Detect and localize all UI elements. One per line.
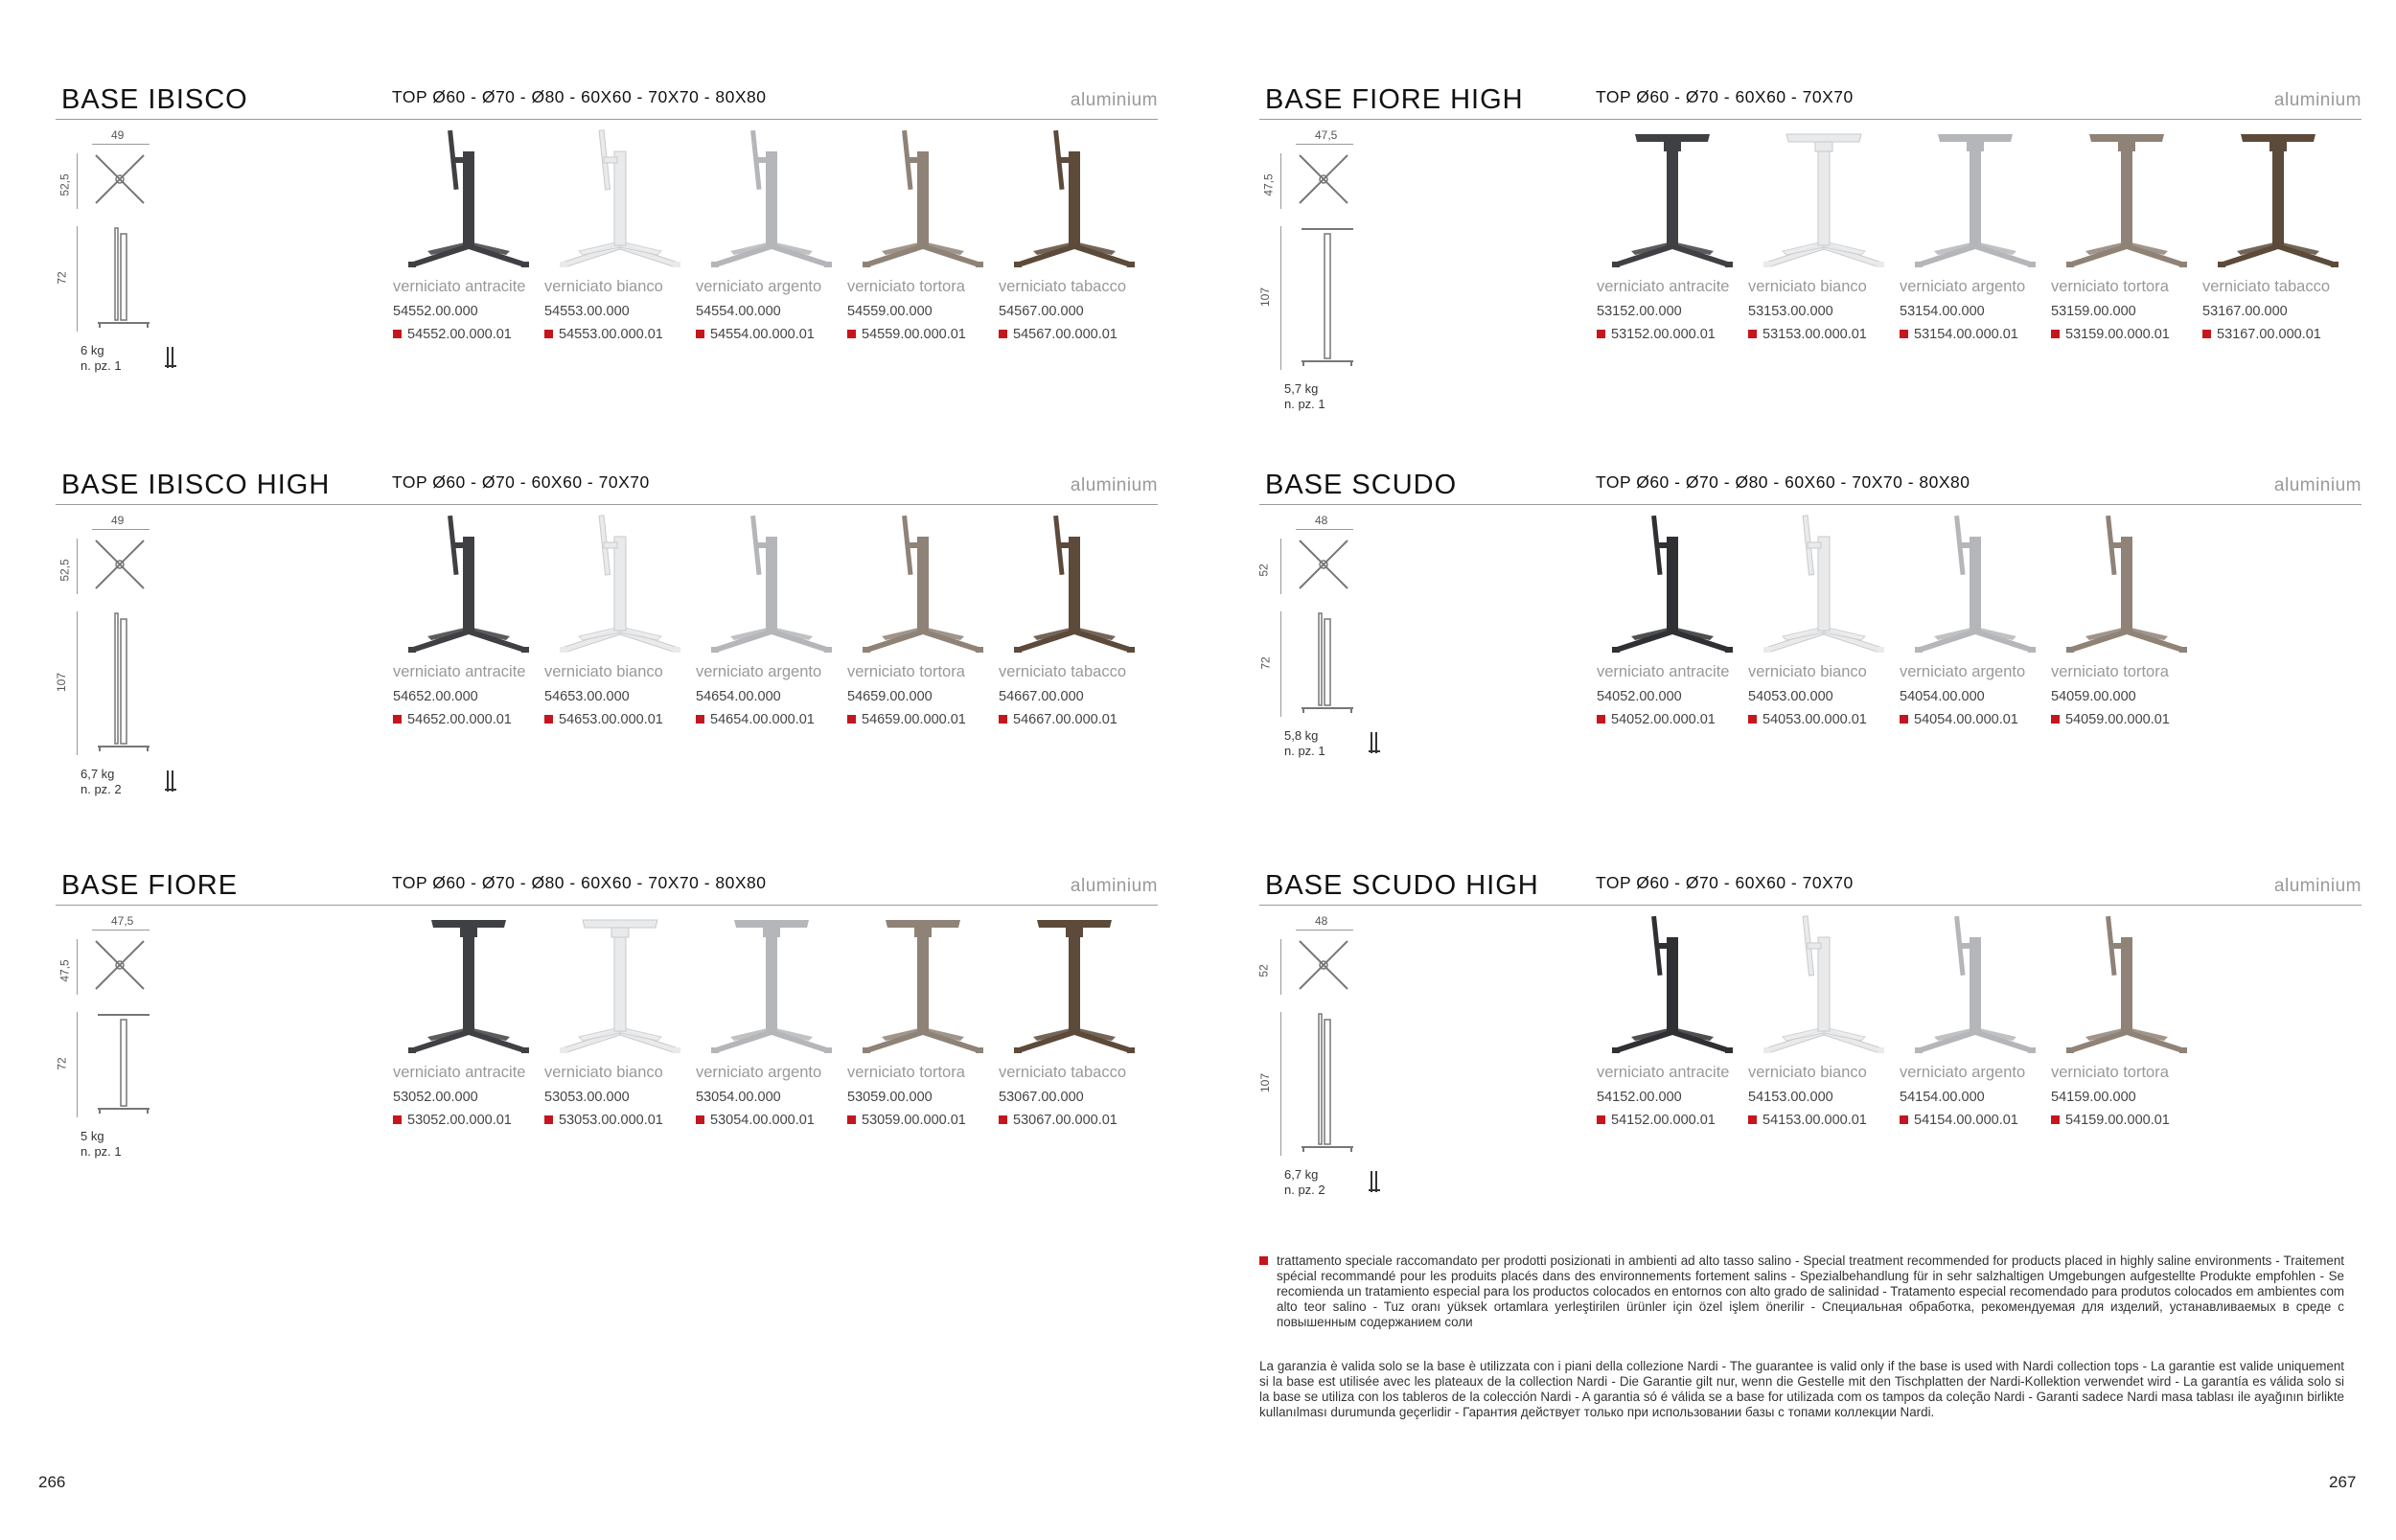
base-photo bbox=[1597, 514, 1748, 657]
variant-code-special-text: 54553.00.000.01 bbox=[559, 327, 663, 342]
special-treatment-text: trattamento speciale raccomandato per prodotti posizionati in ambienti ad alto tasso salino - Special treatment recommended for products placed in highly saline environments - Traitement spécial recommandé pour les produits placés dans des environnements fortement salins - Spezialbehandlung für in sehr salzhaltigen Umgebungen aufgestellte Produkte empfohlen - Se recomienda un tratamiento especial para los productos colocados en entornos con alto grado de salinidad - Tratamento especial recomendado para produtos colocados em ambientes com alto teor salino - Tuz oranı yüksek ortamlara yerleştirilen ürünler için özel işlem önerilir - Специальная обработка, рекомендуемая для изделий, устанавливаемых в среде с повышенным содержанием соли bbox=[1277, 1253, 2344, 1329]
pieces-label: n. pz. 1 bbox=[1284, 744, 1325, 758]
variant-code: 54667.00.000 bbox=[999, 689, 1084, 704]
variant-finish: verniciato argento bbox=[696, 278, 822, 295]
top-sizes: TOP Ø60 - Ø70 - 60X60 - 70X70 bbox=[1596, 87, 1854, 106]
base-photo bbox=[847, 914, 999, 1058]
variant-finish: verniciato bianco bbox=[1748, 278, 1867, 295]
variant-code-special bbox=[847, 711, 999, 728]
base-photo bbox=[393, 128, 544, 272]
flat-pack-icon bbox=[1367, 730, 1382, 755]
base-photo bbox=[544, 514, 696, 657]
dimension-height-line bbox=[77, 1012, 78, 1117]
section-divider bbox=[56, 504, 1158, 505]
special-treatment-note bbox=[1259, 1253, 2344, 1330]
guarantee-note: La garanzia è valida solo se la base è utilizzata con i piani della collezione Nardi - The guarantee is valid only if the base is used with Nardi collection tops - La garantie est valide uniquement si la base est utilisée avec les plateaux de la collection Nardi - Die Garantie gilt nur, wenn die Gestelle mit den Tischplatten der Nardi-Kollektion verwendet wird - La garantía es válida solo si la base se utiliza con los tableros de la colección Nardi - A garantia só é válida se a base for utilizada com os tampos da coleção Nardi - Garanti sadece Nardi masa tablası ile ayağının birlikte kullanılması durumunda geçerlidir - Гарантия действует только при использовании базы с топами коллекции Nardi. bbox=[1259, 1359, 2344, 1419]
variant-code-special-text: 54154.00.000.01 bbox=[1914, 1113, 2018, 1128]
material-label: aluminium bbox=[1070, 876, 1158, 896]
dimension-width: 49 bbox=[111, 514, 125, 527]
variant-finish: verniciato tortora bbox=[847, 1064, 965, 1081]
base-photo bbox=[2202, 128, 2354, 272]
variant-code: 53052.00.000 bbox=[393, 1090, 478, 1105]
dimension-width: 49 bbox=[111, 128, 125, 142]
variant-code-special bbox=[1597, 711, 1748, 728]
variant-code-special-text: 53152.00.000.01 bbox=[1611, 327, 1716, 342]
dimension-width-line bbox=[1296, 529, 1353, 530]
variant-finish: verniciato tabacco bbox=[999, 663, 1126, 680]
product-variant bbox=[696, 514, 847, 728]
top-sizes: TOP Ø60 - Ø70 - 60X60 - 70X70 bbox=[392, 472, 650, 492]
product-variant bbox=[544, 914, 696, 1129]
variant-finish: verniciato tabacco bbox=[2202, 278, 2330, 295]
variant-code: 54054.00.000 bbox=[1900, 689, 1985, 704]
variant-code-special bbox=[999, 326, 1150, 343]
variant-finish: verniciato argento bbox=[1900, 1064, 2026, 1081]
variant-finish: verniciato argento bbox=[1900, 663, 2026, 680]
product-variant bbox=[999, 128, 1150, 343]
variant-finish: verniciato tortora bbox=[847, 663, 965, 680]
variant-code-special bbox=[393, 326, 544, 343]
variant-code-special bbox=[1597, 1112, 1748, 1129]
special-treatment-marker bbox=[544, 1115, 553, 1124]
section-divider bbox=[1259, 119, 2361, 120]
dimension-width-line bbox=[92, 930, 150, 931]
product-variant bbox=[999, 514, 1150, 728]
special-treatment-marker bbox=[1259, 1256, 1268, 1265]
special-treatment-marker bbox=[1900, 1115, 1908, 1124]
section-title: BASE SCUDO HIGH bbox=[1265, 870, 1539, 901]
plan-view-drawing bbox=[90, 149, 150, 209]
dimension-width: 48 bbox=[1315, 914, 1328, 928]
variant-code-special-text: 54667.00.000.01 bbox=[1013, 712, 1117, 727]
special-treatment-marker bbox=[1900, 330, 1908, 338]
product-variant bbox=[847, 514, 999, 728]
variant-code-special bbox=[1748, 711, 1900, 728]
variant-code-special-text: 53053.00.000.01 bbox=[559, 1113, 663, 1128]
variant-code-special-text: 54052.00.000.01 bbox=[1611, 712, 1716, 727]
dimension-height-line bbox=[77, 611, 78, 755]
dimension-plan-line bbox=[1280, 539, 1281, 594]
variant-code-special bbox=[999, 711, 1150, 728]
base-photo bbox=[847, 128, 999, 272]
section-title: BASE SCUDO bbox=[1265, 470, 1458, 500]
dimension-width: 47,5 bbox=[111, 914, 134, 928]
dimension-width-line bbox=[1296, 144, 1353, 145]
section-title: BASE FIORE HIGH bbox=[1265, 84, 1524, 115]
product-variant bbox=[1597, 514, 1748, 728]
base-photo bbox=[393, 514, 544, 657]
material-label: aluminium bbox=[1070, 90, 1158, 110]
flat-pack-icon bbox=[1367, 1169, 1382, 1194]
base-photo bbox=[696, 914, 847, 1058]
product-variant bbox=[393, 914, 544, 1129]
variant-finish: verniciato antracite bbox=[393, 278, 526, 295]
dimension-height: 107 bbox=[1258, 287, 1273, 308]
special-treatment-marker bbox=[1597, 1115, 1605, 1124]
section-base-fiore bbox=[56, 868, 1158, 1232]
variant-finish: verniciato tortora bbox=[2051, 1064, 2169, 1081]
section-divider bbox=[1259, 905, 2361, 906]
section-base-ibisco-high bbox=[56, 468, 1158, 832]
flat-pack-icon bbox=[163, 769, 178, 793]
variant-finish: verniciato tabacco bbox=[999, 1064, 1126, 1081]
special-treatment-marker bbox=[393, 715, 402, 724]
special-treatment-marker bbox=[2051, 715, 2060, 724]
variant-code-special bbox=[544, 711, 696, 728]
base-photo bbox=[1748, 914, 1900, 1058]
base-photo bbox=[1900, 914, 2051, 1058]
variant-finish: verniciato antracite bbox=[1597, 1064, 1730, 1081]
variant-code: 54653.00.000 bbox=[544, 689, 630, 704]
variant-code-special-text: 53167.00.000.01 bbox=[2217, 327, 2321, 342]
product-variant bbox=[847, 128, 999, 343]
product-variant bbox=[1900, 514, 2051, 728]
section-divider bbox=[56, 905, 1158, 906]
variant-code: 53159.00.000 bbox=[2051, 304, 2136, 319]
base-photo bbox=[696, 514, 847, 657]
base-photo bbox=[1748, 128, 1900, 272]
special-treatment-marker bbox=[544, 715, 553, 724]
variant-finish: verniciato bianco bbox=[1748, 663, 1867, 680]
variant-code-special-text: 53054.00.000.01 bbox=[710, 1113, 815, 1128]
special-treatment-marker bbox=[1900, 715, 1908, 724]
variant-code-special-text: 54159.00.000.01 bbox=[2065, 1113, 2170, 1128]
variant-code-special-text: 53154.00.000.01 bbox=[1914, 327, 2018, 342]
variant-finish: verniciato argento bbox=[696, 1064, 822, 1081]
plan-view-drawing bbox=[1294, 535, 1353, 594]
base-photo bbox=[2051, 128, 2202, 272]
section-base-fiore-high bbox=[1259, 82, 2361, 447]
weight-label: 6,7 kg bbox=[1284, 1167, 1319, 1182]
variant-code-special bbox=[2202, 326, 2354, 343]
plan-view-drawing bbox=[90, 935, 150, 995]
dimension-width: 48 bbox=[1315, 514, 1328, 527]
dimension-plan: 52,5 bbox=[58, 559, 72, 582]
variant-code-special bbox=[393, 1112, 544, 1129]
variant-code-special-text: 54567.00.000.01 bbox=[1013, 327, 1117, 342]
variant-code-special bbox=[696, 1112, 847, 1129]
pieces-label: n. pz. 1 bbox=[1284, 397, 1325, 411]
variant-finish: verniciato tortora bbox=[2051, 278, 2169, 295]
product-variant bbox=[1748, 914, 1900, 1129]
special-treatment-marker bbox=[696, 330, 704, 338]
variant-code: 54153.00.000 bbox=[1748, 1090, 1833, 1105]
dimension-plan: 52 bbox=[1256, 563, 1271, 577]
variant-finish: verniciato antracite bbox=[1597, 663, 1730, 680]
dimension-height-line bbox=[77, 226, 78, 332]
base-photo bbox=[1900, 514, 2051, 657]
product-variant bbox=[1748, 514, 1900, 728]
section-base-ibisco bbox=[56, 82, 1158, 447]
variant-code-special-text: 53059.00.000.01 bbox=[862, 1113, 966, 1128]
variant-code-special-text: 53159.00.000.01 bbox=[2065, 327, 2170, 342]
variant-code-special bbox=[1900, 1112, 2051, 1129]
special-treatment-marker bbox=[847, 715, 856, 724]
product-variant bbox=[2051, 914, 2202, 1129]
special-treatment-marker bbox=[544, 330, 553, 338]
special-treatment-marker bbox=[1597, 330, 1605, 338]
variant-code-special-text: 54559.00.000.01 bbox=[862, 327, 966, 342]
variant-finish: verniciato bianco bbox=[1748, 1064, 1867, 1081]
dimension-height: 72 bbox=[1258, 656, 1273, 670]
dimension-plan: 52,5 bbox=[58, 173, 72, 196]
section-title: BASE FIORE bbox=[61, 870, 239, 901]
variant-code: 53153.00.000 bbox=[1748, 304, 1833, 319]
variant-finish: verniciato argento bbox=[1900, 278, 2026, 295]
product-variant bbox=[544, 128, 696, 343]
product-variant bbox=[393, 128, 544, 343]
base-photo bbox=[1900, 128, 2051, 272]
pieces-label: n. pz. 2 bbox=[1284, 1183, 1325, 1197]
product-variant bbox=[1900, 914, 2051, 1129]
special-treatment-marker bbox=[1597, 715, 1605, 724]
variant-code: 54559.00.000 bbox=[847, 304, 933, 319]
variant-code: 53167.00.000 bbox=[2202, 304, 2288, 319]
variant-code: 54059.00.000 bbox=[2051, 689, 2136, 704]
plan-view-drawing bbox=[1294, 935, 1353, 995]
variant-code-special bbox=[847, 326, 999, 343]
variant-code-special-text: 53052.00.000.01 bbox=[407, 1113, 512, 1128]
product-variant bbox=[1597, 914, 1748, 1129]
material-label: aluminium bbox=[2273, 876, 2361, 896]
elevation-drawing bbox=[1294, 226, 1361, 370]
dimension-width: 47,5 bbox=[1315, 128, 1338, 142]
base-photo bbox=[544, 914, 696, 1058]
dimension-height-line bbox=[1280, 611, 1281, 717]
section-base-scudo bbox=[1256, 468, 2361, 832]
variant-code: 54052.00.000 bbox=[1597, 689, 1682, 704]
dimension-plan: 52 bbox=[1256, 964, 1271, 977]
weight-label: 5,7 kg bbox=[1284, 381, 1319, 396]
variant-code: 54053.00.000 bbox=[1748, 689, 1833, 704]
product-variant bbox=[1748, 128, 1900, 343]
section-title: BASE IBISCO HIGH bbox=[61, 470, 331, 500]
variant-finish: verniciato antracite bbox=[1597, 278, 1730, 295]
dimension-plan-line bbox=[77, 539, 78, 594]
variant-code-special-text: 53067.00.000.01 bbox=[1013, 1113, 1117, 1128]
elevation-drawing bbox=[1294, 1012, 1361, 1156]
top-sizes: TOP Ø60 - Ø70 - Ø80 - 60X60 - 70X70 - 80X80 bbox=[1596, 472, 1970, 492]
variant-code-special bbox=[999, 1112, 1150, 1129]
variant-finish: verniciato tortora bbox=[2051, 663, 2169, 680]
special-treatment-marker bbox=[2051, 1115, 2060, 1124]
variant-code-special bbox=[696, 326, 847, 343]
variant-code-special-text: 54053.00.000.01 bbox=[1762, 712, 1867, 727]
variant-code: 54659.00.000 bbox=[847, 689, 933, 704]
variant-code: 54152.00.000 bbox=[1597, 1090, 1682, 1105]
variant-code: 53053.00.000 bbox=[544, 1090, 630, 1105]
special-treatment-marker bbox=[696, 1115, 704, 1124]
variant-code: 53152.00.000 bbox=[1597, 304, 1682, 319]
variant-code-special bbox=[393, 711, 544, 728]
variant-finish: verniciato bianco bbox=[544, 278, 663, 295]
page-number-right: 267 bbox=[2329, 1473, 2357, 1491]
elevation-drawing bbox=[90, 611, 157, 755]
variant-code-special bbox=[2051, 1112, 2202, 1129]
variant-code-special-text: 54554.00.000.01 bbox=[710, 327, 815, 342]
weight-label: 5,8 kg bbox=[1284, 728, 1319, 743]
variant-code: 54552.00.000 bbox=[393, 304, 478, 319]
variant-code-special-text: 54059.00.000.01 bbox=[2065, 712, 2170, 727]
page-number-left: 266 bbox=[38, 1473, 66, 1491]
base-photo bbox=[1597, 914, 1748, 1058]
variant-code-special bbox=[544, 326, 696, 343]
pieces-label: n. pz. 1 bbox=[81, 1144, 122, 1159]
variant-code-special-text: 54652.00.000.01 bbox=[407, 712, 512, 727]
variant-code-special bbox=[1900, 326, 2051, 343]
weight-label: 6 kg bbox=[81, 343, 104, 357]
product-variant bbox=[393, 514, 544, 728]
variant-code: 54154.00.000 bbox=[1900, 1090, 1985, 1105]
variant-finish: verniciato bianco bbox=[544, 663, 663, 680]
product-variant bbox=[1597, 128, 1748, 343]
variant-code: 53067.00.000 bbox=[999, 1090, 1084, 1105]
dimension-width-line bbox=[92, 529, 150, 530]
base-photo bbox=[999, 128, 1150, 272]
special-treatment-marker bbox=[999, 1115, 1007, 1124]
dimension-plan: 47,5 bbox=[1261, 173, 1276, 196]
variant-code-special-text: 54654.00.000.01 bbox=[710, 712, 815, 727]
variant-code: 54654.00.000 bbox=[696, 689, 781, 704]
variant-finish: verniciato bianco bbox=[544, 1064, 663, 1081]
section-divider bbox=[56, 119, 1158, 120]
product-variant bbox=[696, 914, 847, 1129]
variant-code: 54159.00.000 bbox=[2051, 1090, 2136, 1105]
product-variant bbox=[544, 514, 696, 728]
plan-view-drawing bbox=[1294, 149, 1353, 209]
special-treatment-marker bbox=[1748, 330, 1757, 338]
weight-label: 6,7 kg bbox=[81, 767, 115, 781]
dimension-plan-line bbox=[1280, 939, 1281, 995]
dimension-height: 107 bbox=[1258, 1072, 1273, 1093]
special-treatment-marker bbox=[1748, 715, 1757, 724]
elevation-drawing bbox=[90, 1012, 157, 1117]
dimension-height-line bbox=[1280, 226, 1281, 370]
product-variant bbox=[2051, 514, 2202, 728]
variant-code-special bbox=[1748, 326, 1900, 343]
product-variant bbox=[2051, 128, 2202, 343]
dimension-height: 72 bbox=[55, 1057, 69, 1070]
special-treatment-marker bbox=[393, 330, 402, 338]
special-treatment-marker bbox=[847, 330, 856, 338]
variant-code-special-text: 54653.00.000.01 bbox=[559, 712, 663, 727]
variant-code-special-text: 54659.00.000.01 bbox=[862, 712, 966, 727]
product-variant bbox=[2202, 128, 2354, 343]
variant-code-special bbox=[2051, 326, 2202, 343]
base-photo bbox=[1748, 514, 1900, 657]
variant-code-special-text: 54054.00.000.01 bbox=[1914, 712, 2018, 727]
dimension-plan-line bbox=[1280, 153, 1281, 209]
pieces-label: n. pz. 2 bbox=[81, 782, 122, 796]
variant-code-special-text: 54552.00.000.01 bbox=[407, 327, 512, 342]
variant-code-special bbox=[544, 1112, 696, 1129]
variant-code: 54652.00.000 bbox=[393, 689, 478, 704]
base-photo bbox=[1597, 128, 1748, 272]
product-variant bbox=[696, 128, 847, 343]
special-treatment-marker bbox=[847, 1115, 856, 1124]
special-treatment-marker bbox=[696, 715, 704, 724]
dimension-width-line bbox=[92, 144, 150, 145]
variant-code-special-text: 54152.00.000.01 bbox=[1611, 1113, 1716, 1128]
variant-code-special-text: 53153.00.000.01 bbox=[1762, 327, 1867, 342]
variant-finish: verniciato antracite bbox=[393, 663, 526, 680]
flat-pack-icon bbox=[163, 345, 178, 370]
special-treatment-marker bbox=[999, 330, 1007, 338]
base-photo bbox=[847, 514, 999, 657]
variant-finish: verniciato argento bbox=[696, 663, 822, 680]
base-photo bbox=[2051, 914, 2202, 1058]
weight-label: 5 kg bbox=[81, 1129, 104, 1143]
material-label: aluminium bbox=[2273, 90, 2361, 110]
elevation-drawing bbox=[90, 226, 157, 332]
variant-code-special bbox=[1748, 1112, 1900, 1129]
pieces-label: n. pz. 1 bbox=[81, 358, 122, 373]
variant-finish: verniciato antracite bbox=[393, 1064, 526, 1081]
variant-code-special bbox=[2051, 711, 2202, 728]
dimension-height: 72 bbox=[55, 271, 69, 285]
section-divider bbox=[1259, 504, 2361, 505]
special-treatment-marker bbox=[2202, 330, 2211, 338]
variant-code-special bbox=[1900, 711, 2051, 728]
dimension-width-line bbox=[1296, 930, 1353, 931]
top-sizes: TOP Ø60 - Ø70 - 60X60 - 70X70 bbox=[1596, 873, 1854, 892]
variant-finish: verniciato tabacco bbox=[999, 278, 1126, 295]
top-sizes: TOP Ø60 - Ø70 - Ø80 - 60X60 - 70X70 - 80X80 bbox=[392, 873, 767, 892]
plan-view-drawing bbox=[90, 535, 150, 594]
dimension-plan-line bbox=[77, 153, 78, 209]
material-label: aluminium bbox=[2273, 475, 2361, 495]
variant-finish: verniciato tortora bbox=[847, 278, 965, 295]
variant-code-special bbox=[847, 1112, 999, 1129]
base-photo bbox=[999, 514, 1150, 657]
special-treatment-marker bbox=[999, 715, 1007, 724]
base-photo bbox=[2051, 514, 2202, 657]
dimension-height-line bbox=[1280, 1012, 1281, 1156]
section-base-scudo-high bbox=[1256, 868, 2361, 1232]
special-treatment-marker bbox=[1748, 1115, 1757, 1124]
special-treatment-marker bbox=[393, 1115, 402, 1124]
material-label: aluminium bbox=[1070, 475, 1158, 495]
product-variant bbox=[847, 914, 999, 1129]
base-photo bbox=[393, 914, 544, 1058]
top-sizes: TOP Ø60 - Ø70 - Ø80 - 60X60 - 70X70 - 80X80 bbox=[392, 87, 767, 106]
variant-code: 53154.00.000 bbox=[1900, 304, 1985, 319]
base-photo bbox=[999, 914, 1150, 1058]
product-variant bbox=[1900, 128, 2051, 343]
product-variant bbox=[999, 914, 1150, 1129]
variant-code-special bbox=[696, 711, 847, 728]
variant-code-special bbox=[1597, 326, 1748, 343]
elevation-drawing bbox=[1294, 611, 1361, 717]
variant-code-special-text: 54153.00.000.01 bbox=[1762, 1113, 1867, 1128]
dimension-plan: 47,5 bbox=[58, 959, 72, 982]
dimension-height: 107 bbox=[55, 672, 69, 693]
base-photo bbox=[544, 128, 696, 272]
base-photo bbox=[696, 128, 847, 272]
dimension-plan-line bbox=[77, 939, 78, 995]
variant-code: 54553.00.000 bbox=[544, 304, 630, 319]
section-title: BASE IBISCO bbox=[61, 84, 248, 115]
variant-code: 53054.00.000 bbox=[696, 1090, 781, 1105]
variant-code: 53059.00.000 bbox=[847, 1090, 933, 1105]
special-treatment-marker bbox=[2051, 330, 2060, 338]
variant-code: 54554.00.000 bbox=[696, 304, 781, 319]
variant-code: 54567.00.000 bbox=[999, 304, 1084, 319]
